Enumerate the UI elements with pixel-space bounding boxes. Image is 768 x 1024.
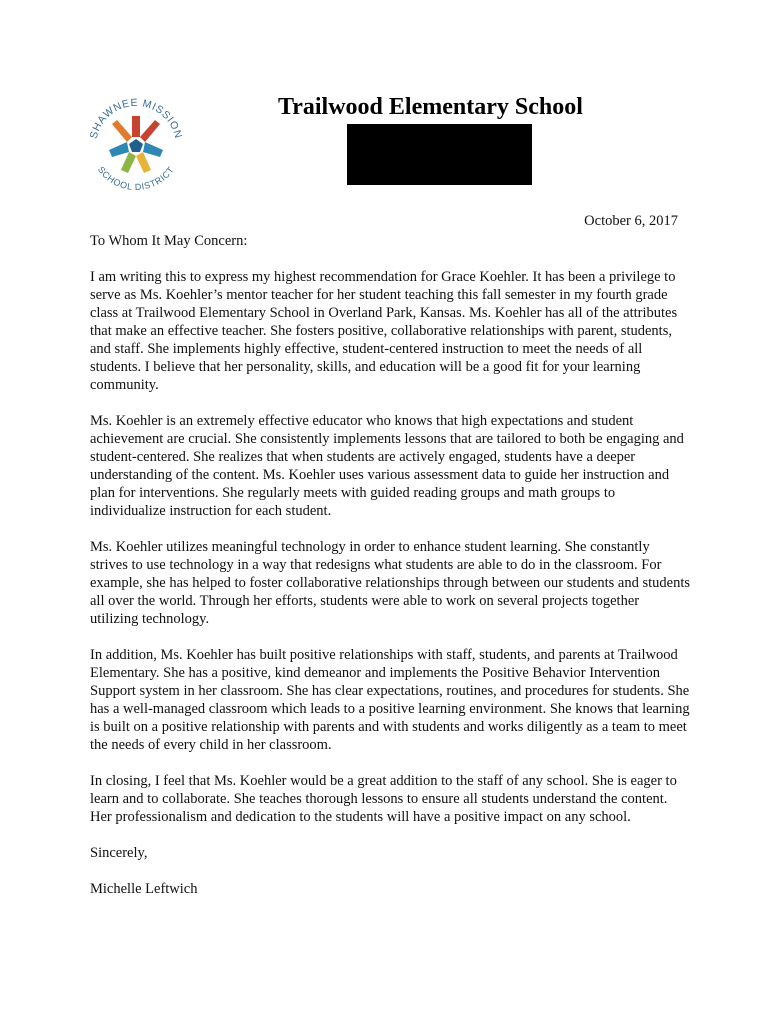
closing: Sincerely, [90,845,148,861]
logo-star-icon [109,116,163,173]
district-logo-graphic [84,92,188,196]
paragraph: I am writing this to express my highest recommendation for Grace Koehler. It has been a privilege to serve as Ms. Koehler’s mentor teacher for her student teaching this fall semester in my fourth grade class at Trailwood Elementary School in Overland Park, Kansas. Ms. Koehler has all of the attributes that make an effective teacher. She fosters positive, collaborative relationships with parent, students, and staff. She implements highly effective, student-centered instruction to meet the needs of all students. I believe that her personality, skills, and education will be a good fit for your learning community. [90,269,678,393]
paragraph: In addition, Ms. Koehler has built positive relationships with staff, students, and parents at Trailwood Elementary. She has a positive, kind demeanor and implements the Positive Behavior Intervention Support system in her classroom. She has clear expectations, routines, and procedures for students. She has a well-managed classroom which leads to a positive learning environment. She knows that learning is built on a positive relationship with parents and with students and works diligently as a team to meet the needs of every child in her classroom. [90,647,690,753]
redacted-block [347,124,532,185]
svg-text:SCHOOL DISTRICT [96,164,176,192]
district-logo [84,92,188,196]
letter-body [90,232,690,916]
logo-arc-text-top: SHAWNEE MISSION [87,96,185,141]
signature-name: Michelle Leftwich [90,881,198,897]
school-name: Trailwood Elementary School [278,94,583,120]
salutation: To Whom It May Concern: [90,233,248,249]
paragraph: In closing, I feel that Ms. Koehler would be a great addition to the staff of any school. She is eager to learn and to collaborate. She teaches thorough lessons to ensure all students understand the content. Her professionalism and dedication to the students will have a positive impact on any school. [90,773,677,825]
paragraph: Ms. Koehler utilizes meaningful technology in order to enhance student learning. She constantly strives to use technology in a way that redesigns what students are able to do in the classroom. For example, she has helped to foster collaborative relationships through between our students and students all over the world. Through her efforts, students were able to work on several projects together utilizing technology. [90,539,690,627]
letter-date: October 6, 2017 [584,213,678,229]
logo-arc-text-bottom: SCHOOL DISTRICT [95,164,177,193]
paragraph: Ms. Koehler is an extremely effective educator who knows that high expectations and student achievement are crucial. She consistently implements lessons that are tailored to both be engaging and student-centered. She realizes that when students are actively engaged, students have a deeper understanding of the content. Ms. Koehler uses various assessment data to guide her instruction and plan for interventions. She regularly meets with guided reading groups and math groups to individualize instruction for each student. [90,413,684,519]
